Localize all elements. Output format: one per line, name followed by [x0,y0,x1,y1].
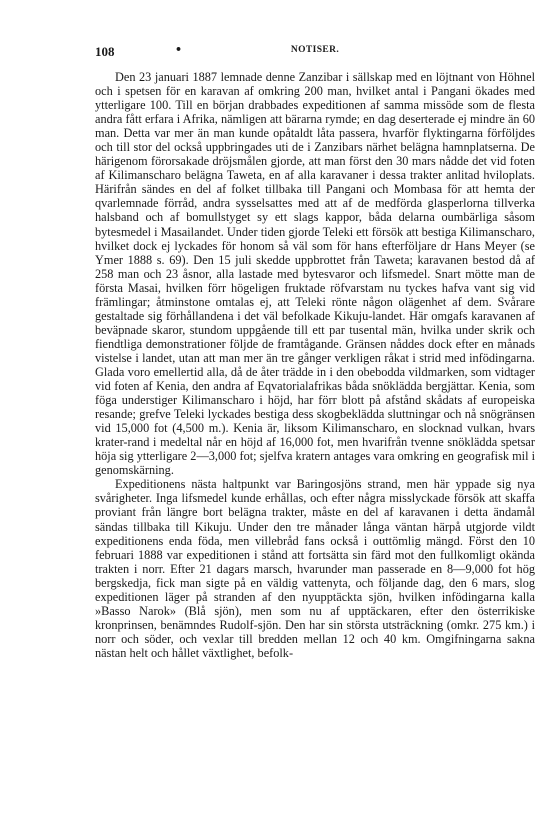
paragraph-baringo-rudolf: Expeditionens nästa haltpunkt var Baringosjöns strand, men här yppade sig nya svårigheter. Inga lifsmedel kunde erhållas, och efter några misslyckade försök att skaffa proviant från längre bort belägna trakter, måste en del af karavanen i detta ändamål sändas tillbaka till Kikuju. Under den tre månader långa väntan härpå utgjorde vildt expeditionens enda föda, men villebråd fans också i outtömlig mängd. Först den 10 februari 1888 var expeditionen i stånd att fortsätta sin färd mot den fullkomligt okända trakten i norr. Efter 21 dagars marsch, hvarunder man passerade en 8—9,000 fot hög bergskedja, fick man sigte på en väldig vattenyta, och följande dag, den 6 mars, slog expeditionen läger på stranden af den nyupptäckta sjön, hvilken infödingarna kalla »Basso Narok» (Blå sjön), men som nu af upptäckaren, efter den österrikiske kronprinsen, benämndes Rudolf-sjön. Den har sin största utsträckning (omkr. 275 km.) i norr och söder, och vexlar till bredden mellan 12 och 40 km. Omgifningarna sakna nästan helt och hållet växtlighet, befolk- [95,477,535,660]
page-header [95,44,535,60]
article-body [95,70,535,660]
paragraph-teleki-journey: Den 23 januari 1887 lemnade denne Zanzibar i sällskap med en löjtnant von Höhnel och i spetsen för en karavan af omkring 200 man, hvilket antal i Pangani ökades med ytterligare 100. Till en början drabbades expeditionen af samma missöde som de flesta andra fått erfara i Afrika, nämligen att bärarna rymde; en dag deserterade ej mindre än 60 man. Detta var mer än man kunde opåtaldt låta passera, hvarför flyktingarna förföljdes och till stor del också uppbringades uti de i Zanzibars närhet belägna hamnplatserna. De härigenom förorsakade dröjsmålen gjorde, att man först den 30 mars nådde det vid foten af Kilimanscharo belägna Taweta, en af alla karavaner i dessa trakter anlitad hviloplats. Härifrån sändes en del af folket tillbaka till Pangani och Mombasa för att hemta der qvarlemnade förråd, andra sysselsattes med att af de medförda glasperlorna tillverka halsband och af bomullstyget sy ett slags kappor, båda delarna oumbärliga såsom bytesmedel i Masailandet. Under tiden gjorde Teleki ett försök att bestiga Kilimanscharo, hvilket dock ej lyckades för honom så väl som för hans efterföljare dr Hans Meyer (se Ymer 1888 s. 69). Den 15 juli skedde uppbrottet från Taweta; karavanen bestod då af 258 man och 23 åsnor, alla lastade med bytesvaror och lifsmedel. Snart mötte man de första Masai, hvilken förr högeligen fruktade röfvarstam nu tyckes hafva vant sig vid främlingar; åtminstone omtalas ej, att Teleki rönte någon olägenhet af dem. Svårare gestaltade sig förhållandena i det väl befolkade Kikuju-landet. Här omgafs karavanen af beväpnade skaror, stundom uppgående till ett par tusental män, hvilka under skrik och fiendtliga demonstrationer följde de framtågande. Gränsen nåddes dock efter en månads vistelse i landet, utan att man mer än tre gånger verkligen råkat i strid med infödingarna. Glada voro emellertid alla, då de åter trädde in i den obebodda vildmarken, som vidtager vid foten af Kenia, den andra af Eqvatorialafrikas båda snöklädda bergjättar. Kenia, som föga understiger Kilimanscharo i höjd, har förr blott på afstånd skådats af europeiska resande; grefve Teleki lyckades bestiga dess skogbeklädda sluttningar och nå snögränsen vid 15,000 fot (4,500 m.). Kenia är, liksom Kilimanscharo, en slocknad vulkan, hvars krater-rand i medeltal når en höjd af 16,000 fot, men hvarifrån tvenne snöklädda spetsar höja sig ytterligare 2—3,000 fot; sjelfva kratern antages vara omkring en geografisk mil i genomskärning. [95,70,535,478]
running-title: NOTISER. [290,45,340,55]
header-bullet-mark: • [175,43,183,56]
page-number: 108 [95,44,115,59]
